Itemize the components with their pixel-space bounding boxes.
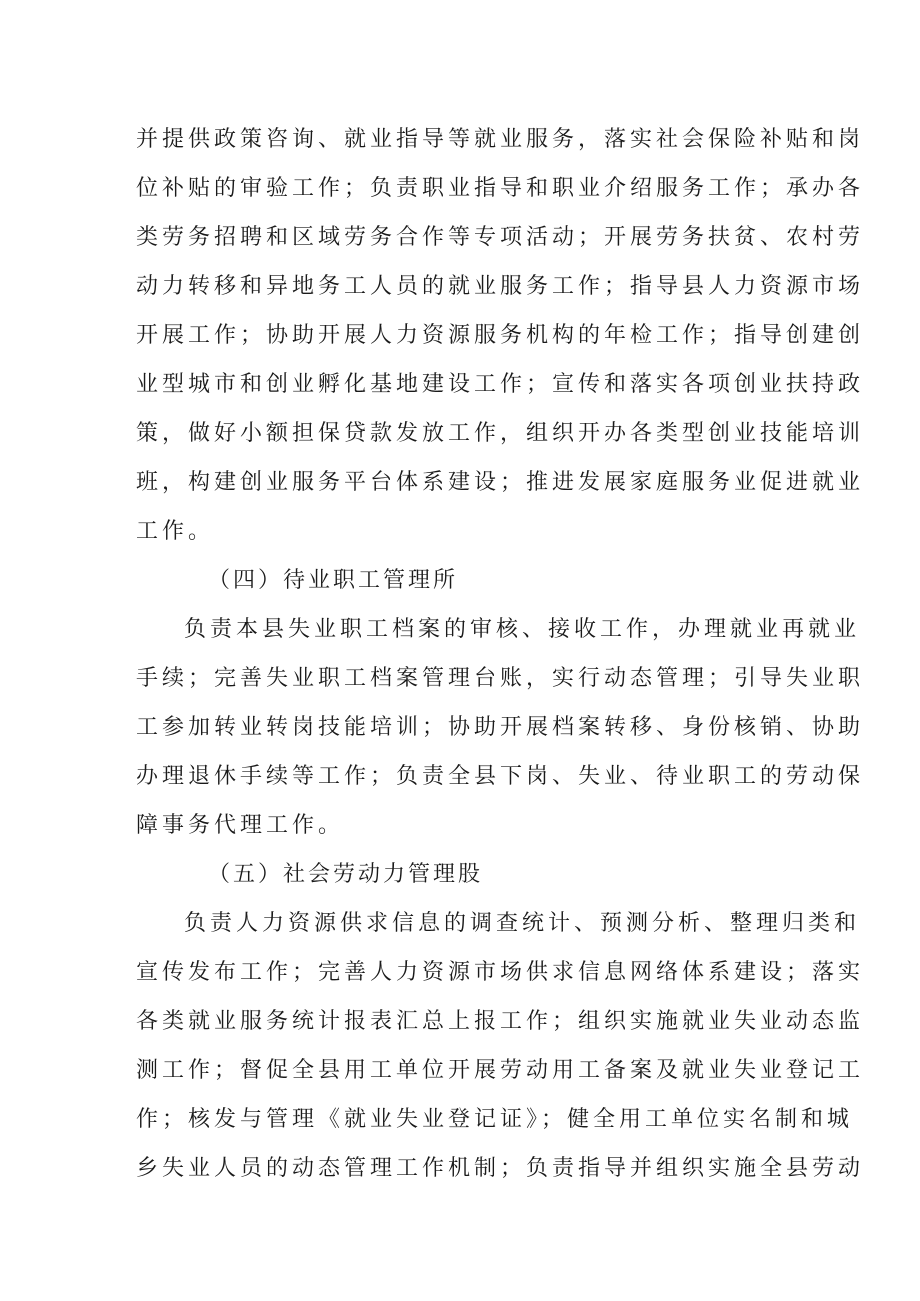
heading-text: （五）社会劳动力管理股 [208, 862, 484, 887]
text-line: 障事务代理工作。 [136, 813, 345, 838]
text-line: 负责人力资源供求信息的调查统计、预测分析、整理归类和 [184, 911, 861, 936]
text-line: 类劳务招聘和区域劳务合作等专项活动；开展劳务扶贫、农村劳 [136, 225, 865, 250]
text-line: 办理退休手续等工作；负责全县下岗、失业、待业职工的劳动保 [136, 764, 865, 789]
paragraph [136, 115, 865, 556]
text-line: 策，做好小额担保贷款发放工作，组织开办各类型创业技能培训 [136, 421, 865, 446]
text-line: 宣传发布工作；完善人力资源市场供求信息网络体系建设；落实 [136, 960, 865, 985]
section-heading [136, 556, 788, 605]
text-line: 工参加转业转岗技能培训；协助开展档案转移、身份核销、协助 [136, 715, 865, 740]
text-line: 各类就业服务统计报表汇总上报工作；组织实施就业失业动态监 [136, 1009, 865, 1034]
paragraph [136, 605, 865, 850]
text-line: 业型城市和创业孵化基地建设工作；宣传和落实各项创业扶持政 [136, 372, 865, 397]
heading-text: （四）待业职工管理所 [208, 568, 459, 593]
text-line: 测工作；督促全县用工单位开展劳动用工备案及就业失业登记工 [136, 1058, 865, 1083]
paragraph [136, 899, 865, 1193]
text-line: 负责本县失业职工档案的审核、接收工作，办理就业再就业 [184, 617, 861, 642]
text-line: 位补贴的审验工作；负责职业指导和职业介绍服务工作；承办各 [136, 176, 865, 201]
document-body [136, 115, 865, 1193]
section-heading [136, 850, 788, 899]
text-line: 工作。 [136, 519, 215, 544]
text-line: 手续；完善失业职工档案管理台账，实行动态管理；引导失业职 [136, 666, 865, 691]
text-line: 作；核发与管理《就业失业登记证》；健全用工单位实名制和城 [136, 1107, 854, 1132]
text-line: 乡失业人员的动态管理工作机制；负责指导并组织实施全县劳动 [136, 1156, 865, 1181]
text-line: 开展工作；协助开展人力资源服务机构的年检工作；指导创建创 [136, 323, 865, 348]
text-line: 动力转移和异地务工人员的就业服务工作；指导县人力资源市场 [136, 274, 865, 299]
text-line: 并提供政策咨询、就业指导等就业服务，落实社会保险补贴和岗 [136, 127, 865, 152]
text-line: 班，构建创业服务平台体系建设；推进发展家庭服务业促进就业 [136, 470, 865, 495]
